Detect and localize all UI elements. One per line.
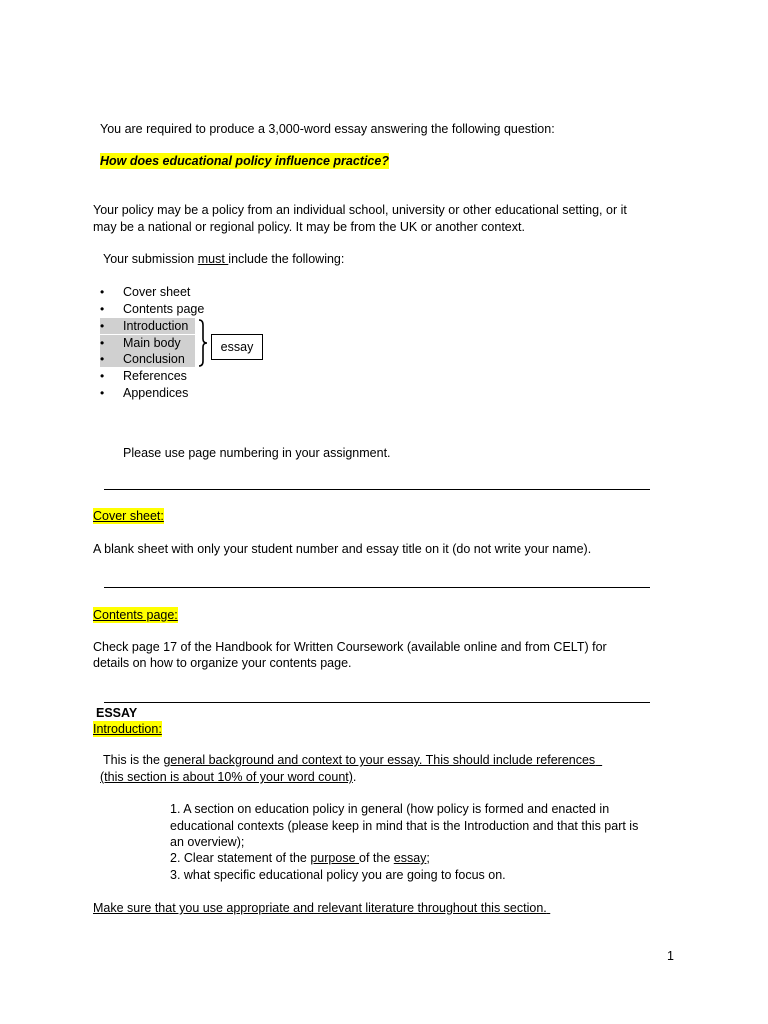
list-item: References (123, 369, 187, 383)
item2-mid: of the (359, 851, 394, 865)
contents-page-text-line-1: Check page 17 of the Handbook for Written Coursework (available online and from CELT) for (93, 640, 607, 654)
contents-page-heading: Contents page: (93, 608, 178, 622)
bullet-icon: • (100, 336, 105, 350)
literature-text: Make sure that you use appropriate and relevant literature throughout this section. (93, 901, 547, 915)
bg-underlined-1: general background and context to your essay. This should include references (163, 753, 596, 767)
submission-must: must (197, 252, 229, 266)
list-item: Contents page (123, 302, 205, 316)
bullet-icon: • (100, 352, 105, 366)
essay-question: How does educational policy influence practice? (100, 154, 389, 168)
essay-label-box: essay (211, 334, 263, 360)
divider (104, 489, 650, 490)
literature-note (93, 900, 550, 916)
policy-text-line-2: may be a national or regional policy. It may be from the UK or another context. (93, 220, 525, 234)
submission-line (103, 251, 344, 267)
bullet-icon: • (100, 369, 105, 383)
numbered-item-3: 3. what specific educational policy you are going to focus on. (170, 868, 506, 882)
introduction-description-line-2 (100, 769, 356, 785)
bullet-icon: • (100, 386, 105, 400)
bullet-icon: • (100, 285, 105, 299)
policy-text-line-1: Your policy may be a policy from an individual school, university or other educational setting, or it (93, 203, 627, 217)
numbered-item-1-line-3: an overview); (170, 835, 245, 849)
list-item: Cover sheet (123, 285, 191, 299)
divider (104, 587, 650, 588)
bg-underlined-2: (this section is about 10% of your word count) (100, 770, 353, 784)
page-number: 1 (667, 949, 674, 963)
numbered-item-1-line-2: educational contexts (please keep in mind that is the Introduction and that this part is (170, 819, 639, 833)
bg-pre: This is the (103, 753, 164, 767)
contents-page-text-line-2: details on how to organize your contents page. (93, 656, 352, 670)
cover-sheet-heading: Cover sheet: (93, 509, 164, 523)
submission-pre: Your submission (103, 252, 198, 266)
divider (104, 702, 650, 703)
item2-end: ; (426, 851, 430, 865)
page-numbering-note: Please use page numbering in your assignment. (123, 446, 391, 460)
item2-purpose: purpose (310, 851, 360, 865)
list-item: Introduction (123, 319, 189, 333)
bg-end: . (352, 770, 357, 784)
submission-post: include the following: (228, 252, 345, 266)
essay-section-label: ESSAY (96, 706, 138, 720)
list-item: Appendices (123, 386, 189, 400)
curly-brace-icon (197, 319, 209, 367)
numbered-item-1-line-1: 1. A section on education policy in general (how policy is formed and enacted in (170, 802, 610, 816)
bullet-icon: • (100, 319, 105, 333)
introduction-description-line-1 (103, 752, 602, 768)
cover-sheet-text: A blank sheet with only your student number and essay title on it (do not write your name). (93, 542, 592, 556)
assignment-instruction: You are required to produce a 3,000-word essay answering the following question: (100, 122, 555, 136)
item2-essay: essay (393, 851, 427, 865)
list-item: Main body (123, 336, 181, 350)
introduction-heading: Introduction: (93, 722, 162, 736)
list-item: Conclusion (123, 352, 185, 366)
bullet-icon: • (100, 302, 105, 316)
item2-pre: 2. Clear statement of the (170, 851, 311, 865)
numbered-item-2 (170, 850, 430, 866)
